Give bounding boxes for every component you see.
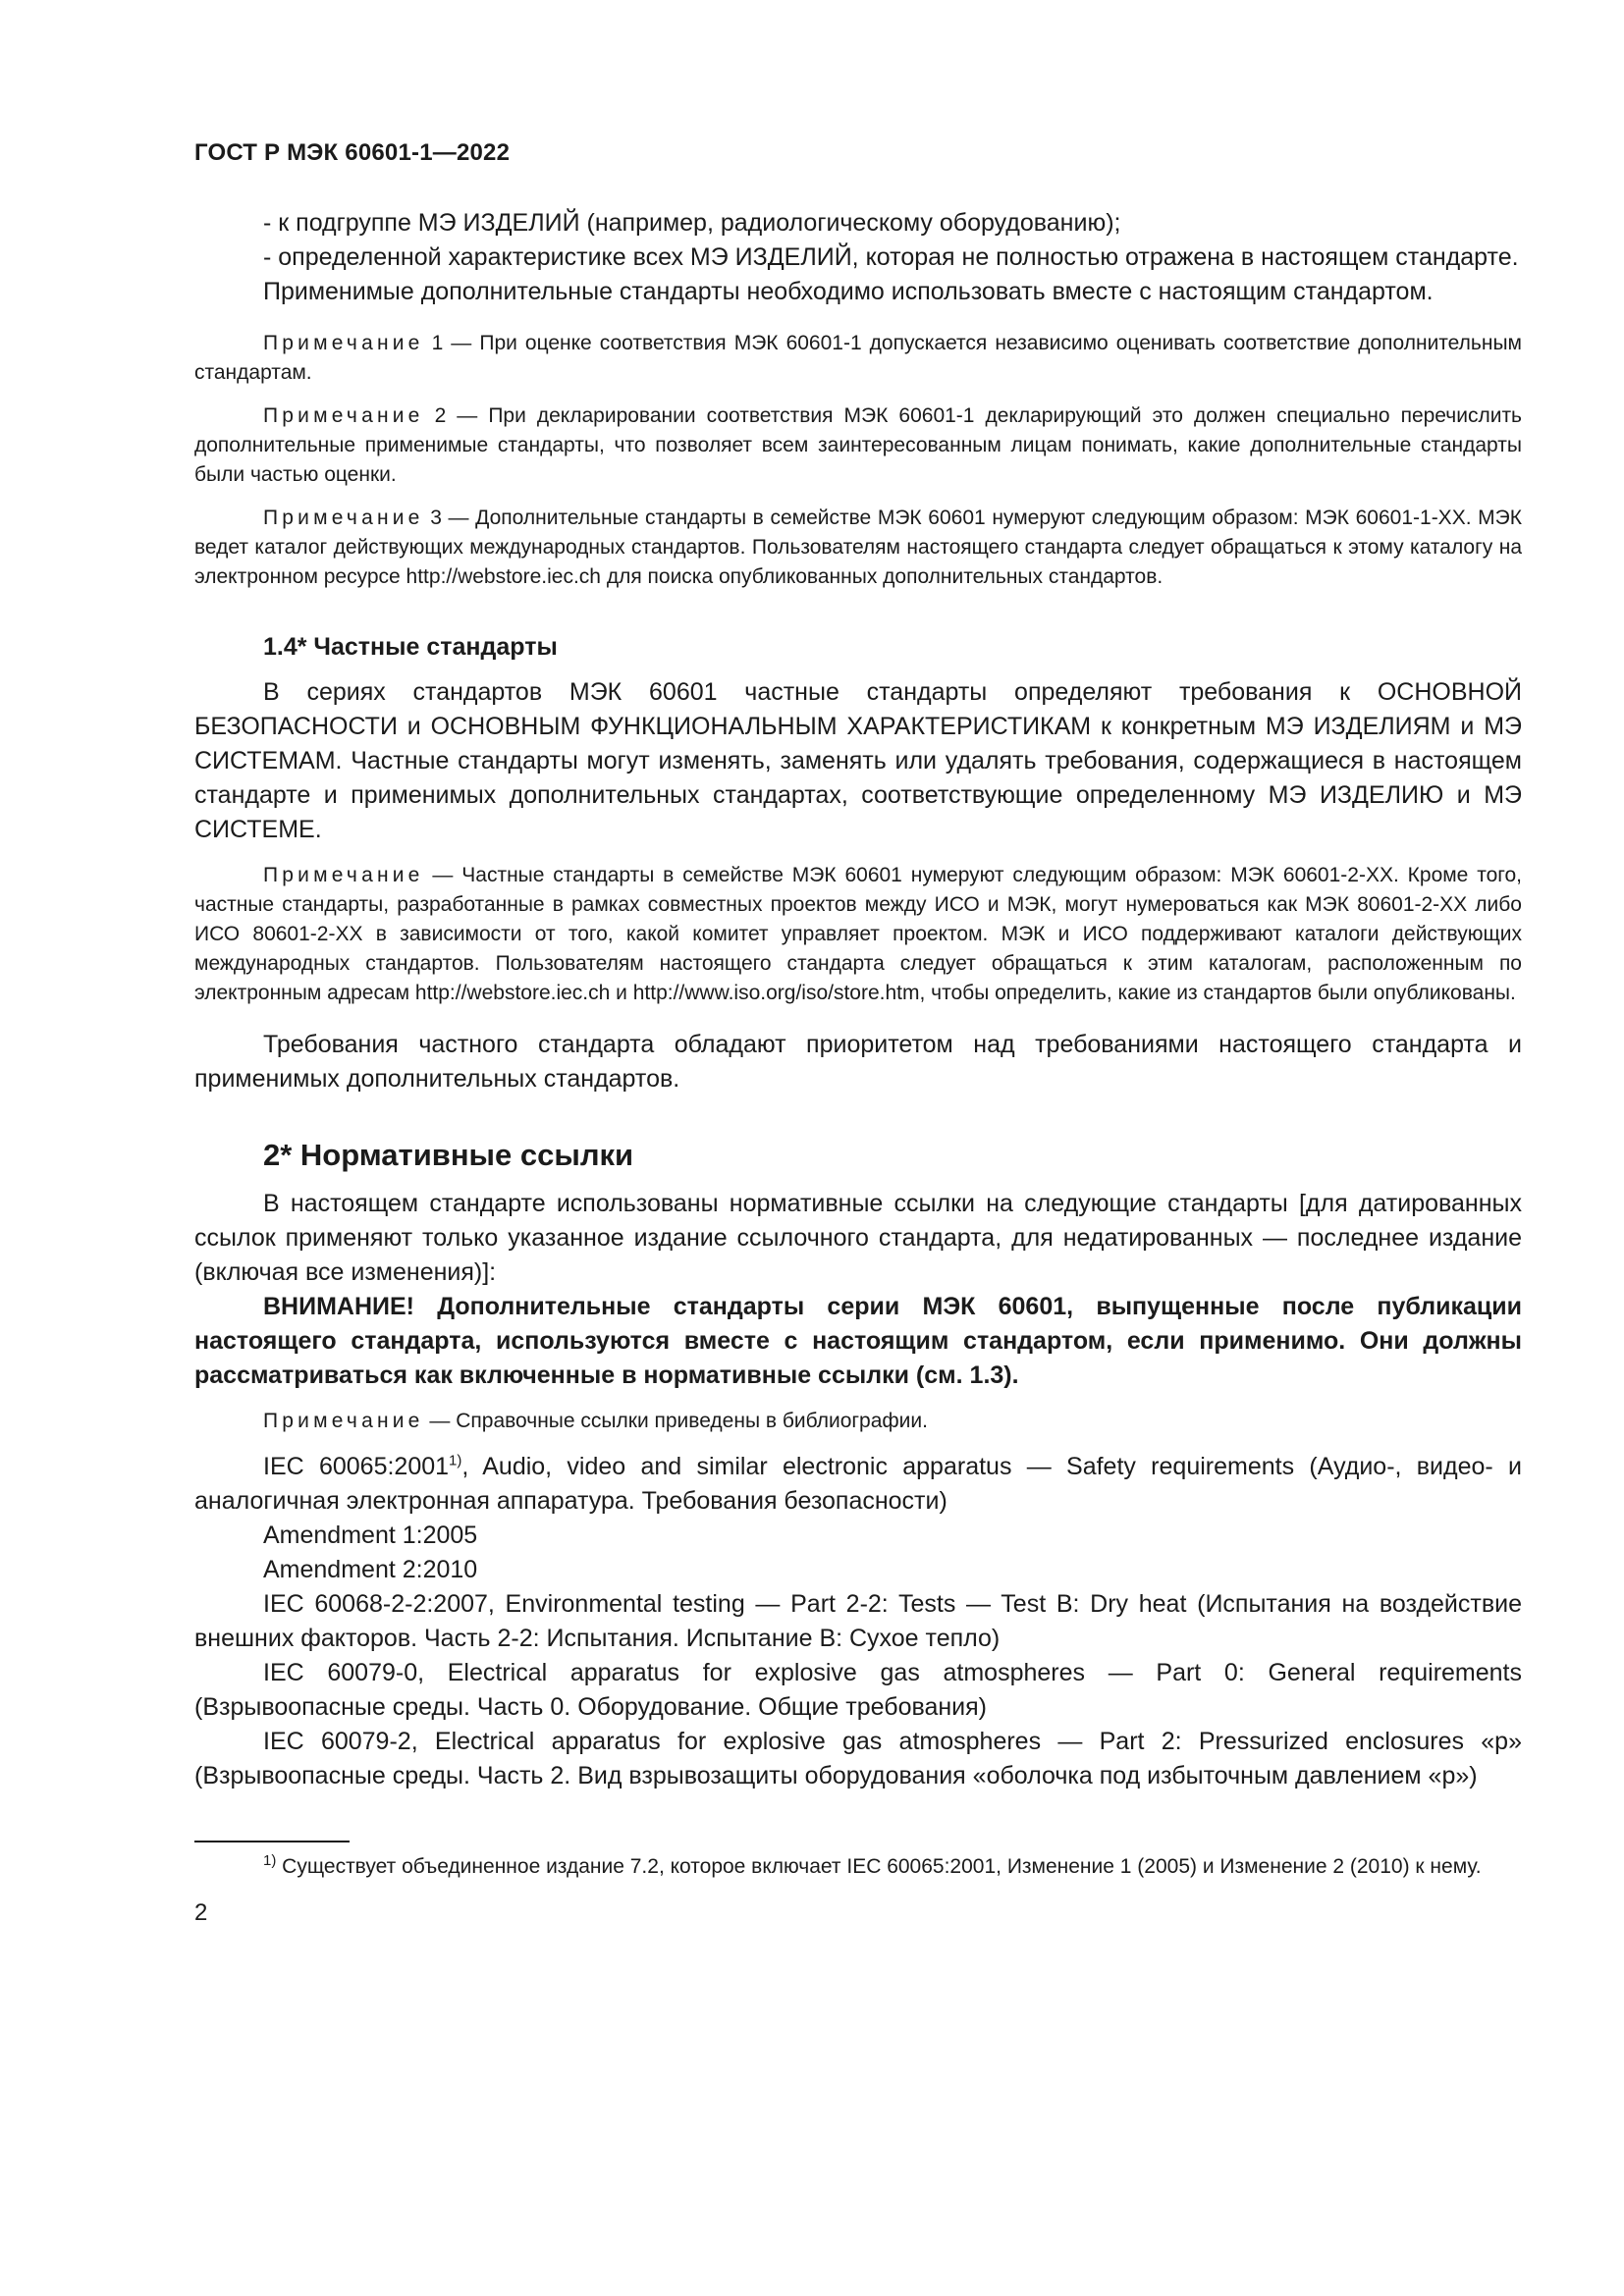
note-text: 1 — При оценке соответствия МЭК 60601-1 допускается независимо оценивать соответствие дополнительным стандартам. (194, 332, 1522, 384)
footnote-divider (194, 1841, 350, 1842)
note-label: Примечание (263, 332, 424, 354)
section-2-heading: 2* Нормативные ссылки (263, 1138, 634, 1172)
reference-title: IEC 60065:2001 (263, 1453, 450, 1480)
section-2-note (194, 1407, 1522, 1436)
amendment-1: Amendment 1:2005 (263, 1522, 478, 1549)
note-3 (194, 504, 1522, 592)
section-1-4-note (194, 861, 1522, 1008)
note-label: Примечание (263, 404, 424, 427)
note-label: Примечание (263, 864, 424, 886)
section-1-4-heading: 1.4* Частные стандарты (263, 633, 558, 661)
amendment-2: Amendment 2:2010 (263, 1556, 478, 1583)
intro-bullet-2: - определенной характеристике всех МЭ ИЗДЕЛИЙ, которая не полностью отражена в настоящем стандарте. (263, 243, 1519, 271)
document-page (194, 139, 1522, 2260)
section-2-warning: ВНИМАНИЕ! Дополнительные стандарты серии МЭК 60601, выпущенные после публикации настоящего стандарта, используются вместе с настоящим стандартом, если применимо. Они должны рассматриваться как включенные в нормативные ссылки (см. 1.3). (194, 1293, 1522, 1389)
reference-iec-60068-2-2: IEC 60068-2-2:2007, Environmental testing — Part 2-2: Tests — Test B: Dry heat (Испытания на воздействие внешних факторов. Часть 2-2: Испытания. Испытание B: Сухое тепло) (194, 1590, 1522, 1652)
note-label: Примечание (263, 1410, 424, 1432)
footnote-text: Существует объединенное издание 7.2, которое включает IEC 60065:2001, Изменение 1 (2005) и Изменение 2 (2010) к нему. (276, 1855, 1482, 1878)
reference-description: , Audio, video and similar electronic apparatus — Safety requirements (Аудио-, видео- и аналогичная электронная аппаратура. Требования безопасности) (194, 1453, 1522, 1515)
note-label: Примечание (263, 507, 424, 529)
note-2 (194, 401, 1522, 490)
reference-iec-60079-2: IEC 60079-2, Electrical apparatus for explosive gas atmospheres — Part 2: Pressurized enclosures «p» (Взрывоопасные среды. Часть 2. Вид взрывозащиты оборудования «оболочка под избыточным давлением «p») (194, 1728, 1522, 1789)
footnote (194, 1852, 1522, 1882)
footnote-marker: 1) (263, 1852, 277, 1869)
reference-iec-60065 (194, 1450, 1522, 1519)
footnote-marker: 1) (449, 1452, 462, 1469)
section-1-4-paragraph-1: В сериях стандартов МЭК 60601 частные стандарты определяют требования к ОСНОВНОЙ БЕЗОПАСНОСТИ и ОСНОВНЫМ ФУНКЦИОНАЛЬНЫМ ХАРАКТЕРИСТИКАМ к конкретным МЭ ИЗДЕЛИЯМ и МЭ СИСТЕМАМ. Частные стандарты могут изменять, заменять или удалять требования, содержащиеся в настоящем стандарте и применимых дополнительных стандартах, соответствующие определенному МЭ ИЗДЕЛИЮ и МЭ СИСТЕМЕ. (194, 678, 1522, 843)
page-number: 2 (194, 1899, 208, 1926)
note-text: — Частные стандарты в семействе МЭК 60601 нумеруют следующим образом: МЭК 60601-2-XX. Кроме того, частные стандарты, разработанные в рамках совместных проектов между ИСО и МЭК, могут нумероваться как МЭК 80601-2-XX либо ИСО 80601-2-XX в зависимости от того, какой комитет управляет проектом. МЭК и ИСО поддерживают каталоги действующих международных стандартов. Пользователям настоящего стандарта следует обращаться к этим каталогам, расположенным по электронным адресам http://webstore.iec.ch и http://www.iso.org/iso/store.htm, чтобы определить, какие из стандартов были опубликованы. (194, 864, 1522, 1004)
note-text: — Справочные ссылки приведены в библиографии. (423, 1410, 928, 1432)
reference-iec-60079-0: IEC 60079-0, Electrical apparatus for explosive gas atmospheres — Part 0: General requirements (Взрывоопасные среды. Часть 0. Оборудование. Общие требования) (194, 1659, 1522, 1721)
section-1-4-paragraph-2: Требования частного стандарта обладают приоритетом над требованиями настоящего стандарта и применимых дополнительных стандартов. (194, 1031, 1522, 1093)
document-header: ГОСТ Р МЭК 60601-1—2022 (194, 139, 511, 166)
section-2-paragraph-1: В настоящем стандарте использованы нормативные ссылки на следующие стандарты [для датированных ссылок применяют только указанное издание ссылочного стандарта, для недатированных — последнее издание (включая все изменения)]: (194, 1190, 1522, 1286)
note-text: 3 — Дополнительные стандарты в семействе МЭК 60601 нумеруют следующим образом: МЭК 60601-1-XX. МЭК ведет каталог действующих международных стандартов. Пользователям настоящего стандарта следует обращаться к этому каталогу на электронном ресурсе http://webstore.iec.ch для поиска опубликованных дополнительных стандартов. (194, 507, 1522, 588)
intro-bullet-1: - к подгруппе МЭ ИЗДЕЛИЙ (например, радиологическому оборудованию); (263, 209, 1121, 237)
note-text: 2 — При декларировании соответствия МЭК 60601-1 декларирующий это должен специально перечислить дополнительные применимые стандарты, что позволяет всем заинтересованным лицам понимать, какие дополнительные стандарты были частью оценки. (194, 404, 1522, 486)
intro-paragraph: Применимые дополнительные стандарты необходимо использовать вместе с настоящим стандартом. (263, 278, 1434, 305)
note-1 (194, 329, 1522, 388)
